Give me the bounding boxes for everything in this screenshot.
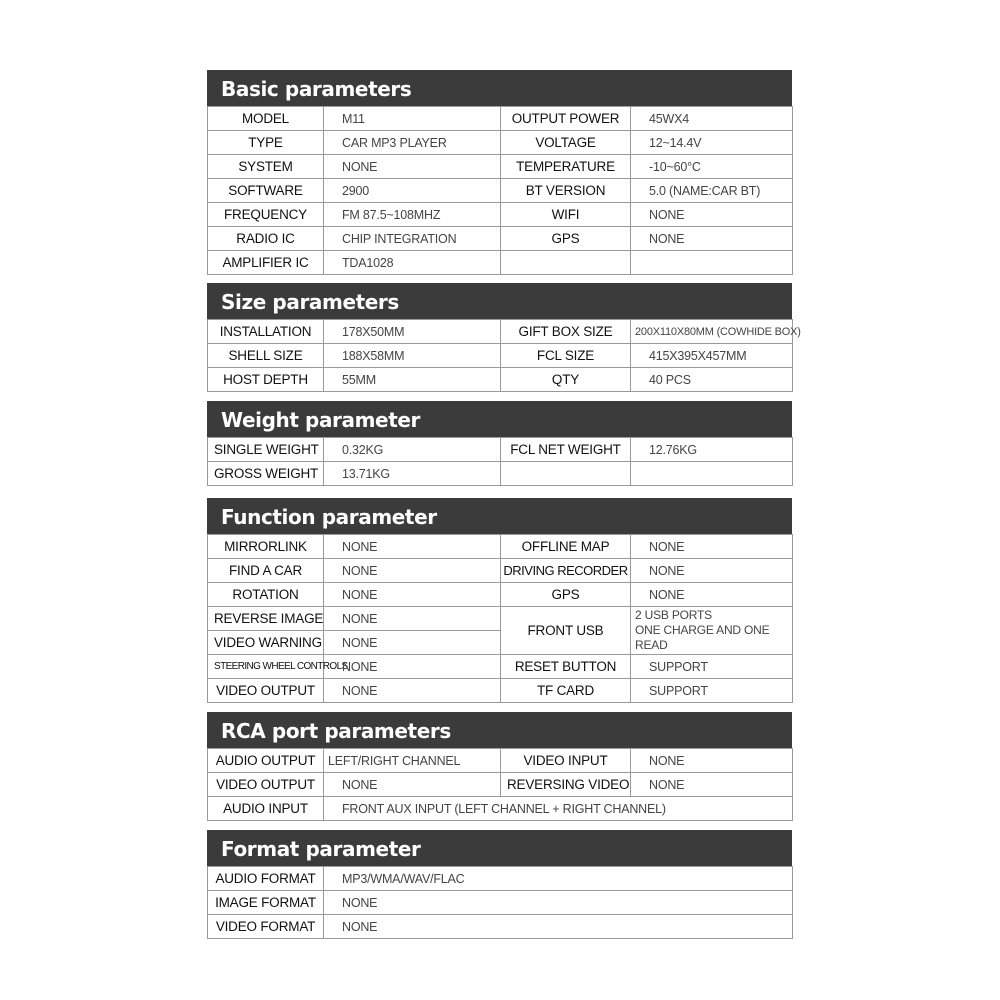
size-parameters-table <box>207 319 801 392</box>
value-cell: 55MM <box>324 368 501 392</box>
key-cell: VOLTAGE <box>501 131 631 155</box>
value-cell: 12.76KG <box>631 438 793 462</box>
key-cell: VIDEO WARNING <box>208 631 324 655</box>
key-cell: TYPE <box>208 131 324 155</box>
value-cell: NONE <box>324 559 501 583</box>
front-usb-line: ONE CHARGE AND ONE READ <box>635 623 770 652</box>
value-cell: NONE <box>324 773 501 797</box>
value-cell: NONE <box>631 535 793 559</box>
key-cell: DRIVING RECORDER <box>501 559 631 583</box>
key-cell: SHELL SIZE <box>208 344 324 368</box>
weight-parameter-table <box>207 437 793 486</box>
value-cell: NONE <box>324 583 501 607</box>
table-row <box>208 749 793 773</box>
key-cell: FRONT USB <box>501 607 631 655</box>
value-cell: NONE <box>324 655 501 679</box>
key-cell: REVERSING VIDEO <box>501 773 631 797</box>
key-cell: VIDEO FORMAT <box>208 915 324 939</box>
value-cell: NONE <box>631 749 793 773</box>
value-cell: NONE <box>631 203 793 227</box>
table-row <box>208 462 793 486</box>
value-cell: TDA1028 <box>324 251 501 275</box>
table-row <box>208 155 793 179</box>
value-cell: 415X395X457MM <box>631 344 793 368</box>
table-row <box>208 891 793 915</box>
value-cell: SUPPORT <box>631 679 793 703</box>
key-cell: RADIO IC <box>208 227 324 251</box>
key-cell: ROTATION <box>208 583 324 607</box>
table-row <box>208 227 793 251</box>
table-row <box>208 655 793 679</box>
key-cell: HOST DEPTH <box>208 368 324 392</box>
value-cell <box>631 607 793 655</box>
rca-port-parameters-section <box>207 712 792 821</box>
value-cell: NONE <box>324 679 501 703</box>
value-cell: NONE <box>324 535 501 559</box>
key-cell: OFFLINE MAP <box>501 535 631 559</box>
section-title: Format parameter <box>207 830 792 866</box>
key-cell: OUTPUT POWER <box>501 107 631 131</box>
key-cell: AUDIO INPUT <box>208 797 324 821</box>
key-cell: AMPLIFIER IC <box>208 251 324 275</box>
key-cell: GIFT BOX SIZE <box>501 320 631 344</box>
value-cell: NONE <box>631 559 793 583</box>
table-row <box>208 583 793 607</box>
table-row <box>208 607 793 631</box>
value-cell: -10~60°C <box>631 155 793 179</box>
key-cell: VIDEO INPUT <box>501 749 631 773</box>
value-cell: 45WX4 <box>631 107 793 131</box>
key-cell: MODEL <box>208 107 324 131</box>
table-row <box>208 320 793 344</box>
key-cell: VIDEO OUTPUT <box>208 679 324 703</box>
key-cell: FCL NET WEIGHT <box>501 438 631 462</box>
value-cell: FRONT AUX INPUT (LEFT CHANNEL + RIGHT CHANNEL) <box>324 797 793 821</box>
table-row <box>208 131 793 155</box>
key-cell: AUDIO OUTPUT <box>208 749 324 773</box>
value-cell: CHIP INTEGRATION <box>324 227 501 251</box>
table-row <box>208 179 793 203</box>
section-title: Function parameter <box>207 498 792 534</box>
rca-port-parameters-table <box>207 748 793 821</box>
key-cell: IMAGE FORMAT <box>208 891 324 915</box>
table-row <box>208 251 793 275</box>
empty-cell <box>501 251 631 275</box>
table-row <box>208 867 793 891</box>
table-row <box>208 679 793 703</box>
value-cell: NONE <box>324 155 501 179</box>
key-cell: GROSS WEIGHT <box>208 462 324 486</box>
table-row <box>208 438 793 462</box>
section-title: Size parameters <box>207 283 792 319</box>
basic-parameters-section <box>207 70 792 275</box>
table-row <box>208 915 793 939</box>
front-usb-line: 2 USB PORTS <box>635 608 712 622</box>
value-cell: NONE <box>631 227 793 251</box>
table-row <box>208 559 793 583</box>
key-cell: RESET BUTTON <box>501 655 631 679</box>
value-cell: NONE <box>324 891 793 915</box>
table-row <box>208 107 793 131</box>
table-row <box>208 797 793 821</box>
value-cell: MP3/WMA/WAV/FLAC <box>324 867 793 891</box>
value-cell: 5.0 (NAME:CAR BT) <box>631 179 793 203</box>
key-cell: AUDIO FORMAT <box>208 867 324 891</box>
value-cell: M11 <box>324 107 501 131</box>
value-cell: 200X110X80MM (COWHIDE BOX) <box>631 320 793 344</box>
section-title: Basic parameters <box>207 70 792 106</box>
value-cell: 188X58MM <box>324 344 501 368</box>
empty-cell <box>631 462 793 486</box>
format-parameter-section <box>207 830 792 939</box>
empty-cell <box>631 251 793 275</box>
basic-parameters-table <box>207 106 793 275</box>
key-cell: STEERING WHEEL CONTROLS <box>208 655 324 679</box>
table-row <box>208 344 793 368</box>
key-cell: FIND A CAR <box>208 559 324 583</box>
table-row <box>208 773 793 797</box>
section-title: RCA port parameters <box>207 712 792 748</box>
value-cell: 178X50MM <box>324 320 501 344</box>
value-cell: NONE <box>631 583 793 607</box>
key-cell: WIFI <box>501 203 631 227</box>
key-cell: GPS <box>501 227 631 251</box>
value-cell: 40 PCS <box>631 368 793 392</box>
key-cell: TEMPERATURE <box>501 155 631 179</box>
value-cell: FM 87.5~108MHZ <box>324 203 501 227</box>
value-cell: LEFT/RIGHT CHANNEL <box>324 749 501 773</box>
value-cell: 12~14.4V <box>631 131 793 155</box>
key-cell: SINGLE WEIGHT <box>208 438 324 462</box>
function-parameter-section <box>207 498 792 703</box>
key-cell: VIDEO OUTPUT <box>208 773 324 797</box>
key-cell: FCL SIZE <box>501 344 631 368</box>
value-cell: NONE <box>631 773 793 797</box>
key-cell: BT VERSION <box>501 179 631 203</box>
key-cell: REVERSE IMAGE <box>208 607 324 631</box>
key-cell: SYSTEM <box>208 155 324 179</box>
table-row <box>208 368 793 392</box>
value-cell: 13.71KG <box>324 462 501 486</box>
value-cell: CAR MP3 PLAYER <box>324 131 501 155</box>
section-title: Weight parameter <box>207 401 792 437</box>
table-row <box>208 535 793 559</box>
table-row <box>208 203 793 227</box>
format-parameter-table <box>207 866 793 939</box>
value-cell: NONE <box>324 607 501 631</box>
key-cell: GPS <box>501 583 631 607</box>
key-cell: FREQUENCY <box>208 203 324 227</box>
key-cell: MIRRORLINK <box>208 535 324 559</box>
key-cell: SOFTWARE <box>208 179 324 203</box>
size-parameters-section <box>207 283 801 392</box>
value-cell: SUPPORT <box>631 655 793 679</box>
value-cell: NONE <box>324 631 501 655</box>
empty-cell <box>501 462 631 486</box>
key-cell: QTY <box>501 368 631 392</box>
value-cell: 0.32KG <box>324 438 501 462</box>
key-cell: INSTALLATION <box>208 320 324 344</box>
value-cell: NONE <box>324 915 793 939</box>
weight-parameter-section <box>207 401 792 486</box>
value-cell: 2900 <box>324 179 501 203</box>
key-cell: TF CARD <box>501 679 631 703</box>
function-parameter-table <box>207 534 793 703</box>
